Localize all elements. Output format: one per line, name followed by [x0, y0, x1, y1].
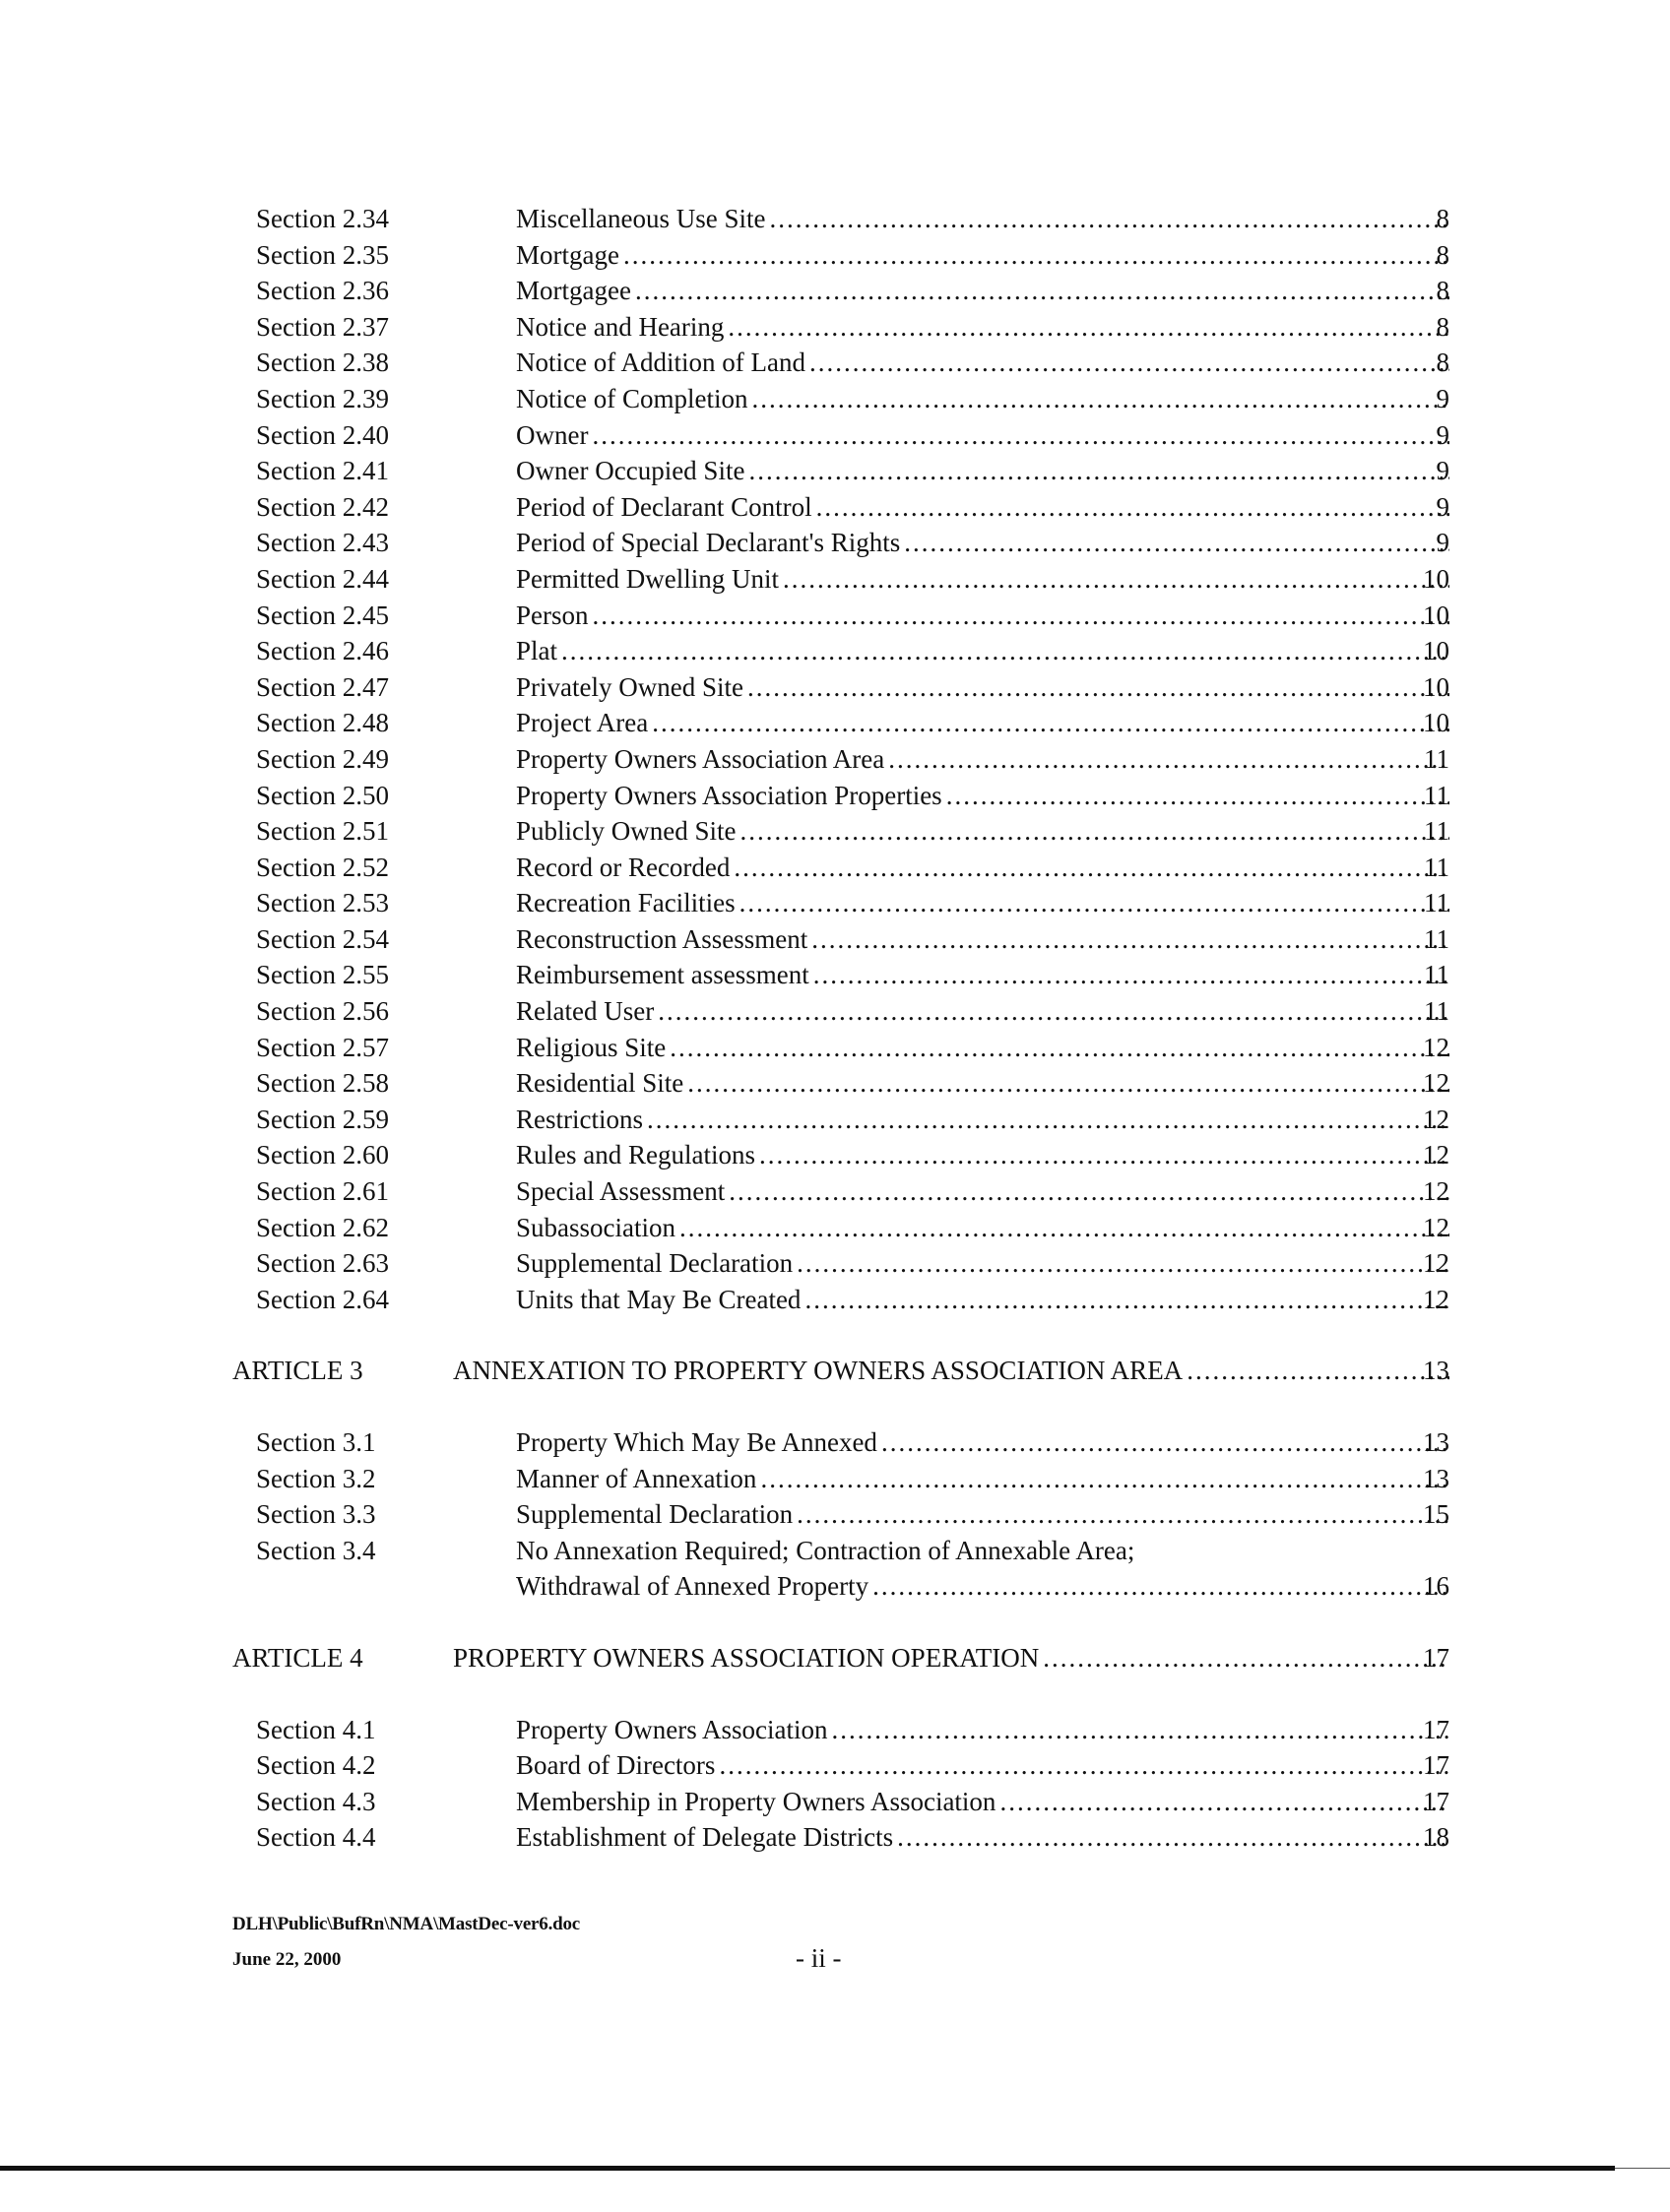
- leader-dots: [747, 669, 1449, 706]
- leader-dots: [872, 1568, 1449, 1605]
- leader-dots: [647, 1102, 1449, 1138]
- section-label: Section 2.40: [256, 419, 389, 450]
- leader-dots: [592, 417, 1449, 454]
- toc-row: [0, 1496, 1670, 1533]
- section-label: Section 2.44: [256, 563, 389, 594]
- section-label: Section 2.43: [256, 528, 389, 558]
- section-label: Section 2.60: [256, 1140, 389, 1170]
- leader-dots: [635, 273, 1449, 309]
- article-4-heading: [0, 1640, 1670, 1676]
- leader-dots: [904, 525, 1449, 561]
- section-label: Section 2.48: [256, 708, 389, 738]
- section-page: 9: [1436, 528, 1449, 558]
- section-label: Section 2.46: [256, 636, 389, 666]
- section-label: Section 2.42: [256, 491, 389, 522]
- toc-row: [0, 993, 1670, 1030]
- toc-row: [0, 669, 1670, 706]
- section-page: 16: [1423, 1571, 1449, 1602]
- toc-row: [0, 957, 1670, 993]
- toc-row: [0, 885, 1670, 921]
- section-label: Section 4.4: [256, 1822, 376, 1853]
- leader-dots: [719, 1747, 1449, 1784]
- article-label: ARTICLE 4: [232, 1642, 363, 1673]
- section-page: 12: [1423, 1284, 1449, 1314]
- section-title: Plat: [516, 636, 558, 666]
- section-page: 12: [1423, 1032, 1449, 1062]
- article-page: 17: [1423, 1642, 1449, 1673]
- toc-row: [0, 1102, 1670, 1138]
- article-title: PROPERTY OWNERS ASSOCIATION OPERATION: [453, 1642, 1040, 1673]
- section-title: Person: [516, 600, 589, 630]
- section-list-article-3: [0, 1424, 1670, 1533]
- leader-dots: [804, 1282, 1449, 1318]
- footer-date: June 22, 2000: [232, 1949, 342, 1970]
- toc-row: [0, 1173, 1670, 1210]
- leader-dots: [831, 1712, 1449, 1748]
- section-title: Notice and Hearing: [516, 311, 725, 342]
- section-label: Section 2.62: [256, 1212, 389, 1242]
- toc-row: [0, 309, 1670, 346]
- section-title: Reimbursement assessment: [516, 960, 809, 990]
- leader-dots: [797, 1496, 1449, 1533]
- section-title: Mortgagee: [516, 276, 631, 306]
- section-title: Owner Occupied Site: [516, 456, 745, 486]
- section-page: 8: [1436, 276, 1449, 306]
- section-title: Publicly Owned Site: [516, 816, 737, 847]
- leader-dots: [760, 1461, 1449, 1497]
- section-title: Miscellaneous Use Site: [516, 204, 766, 233]
- toc-row: [0, 778, 1670, 814]
- section-label: Section 2.47: [256, 671, 389, 702]
- section-page: 9: [1436, 491, 1449, 522]
- toc-row: [0, 1712, 1670, 1748]
- toc-row: [0, 345, 1670, 381]
- section-title: Notice of Addition of Land: [516, 348, 805, 378]
- section-label: Section 2.50: [256, 780, 389, 810]
- section-page: 13: [1423, 1463, 1449, 1493]
- section-page: 10: [1423, 636, 1449, 666]
- toc-row: [0, 921, 1670, 958]
- section-page: 8: [1436, 311, 1449, 342]
- leader-dots: [728, 309, 1449, 346]
- section-page: 13: [1423, 1427, 1449, 1457]
- section-page: 11: [1424, 996, 1449, 1027]
- leader-dots: [658, 993, 1449, 1030]
- section-title: Permitted Dwelling Unit: [516, 563, 779, 594]
- section-label: Section 2.36: [256, 276, 389, 306]
- leader-dots: [593, 598, 1450, 634]
- section-label: Section 2.54: [256, 923, 389, 954]
- section-page: 10: [1423, 708, 1449, 738]
- section-page: 11: [1424, 923, 1449, 954]
- section-label: Section 2.38: [256, 348, 389, 378]
- section-page: 8: [1436, 239, 1449, 270]
- section-title: Units that May Be Created: [516, 1284, 802, 1314]
- section-title: Recreation Facilities: [516, 888, 736, 918]
- toc-row: [0, 850, 1670, 886]
- toc-row: [0, 813, 1670, 850]
- section-title: Restrictions: [516, 1104, 643, 1134]
- toc-row: [0, 1819, 1670, 1856]
- leader-dots: [734, 850, 1449, 886]
- leader-dots: [999, 1784, 1449, 1820]
- section-page: 10: [1423, 563, 1449, 594]
- section-page: 12: [1423, 1068, 1449, 1099]
- toc-row: [0, 1137, 1670, 1173]
- toc-row: [0, 525, 1670, 561]
- section-title: Property Owners Association: [516, 1714, 828, 1744]
- leader-dots: [670, 1030, 1449, 1066]
- section-title: Property Owners Association Properties: [516, 780, 942, 810]
- section-label: Section 2.53: [256, 888, 389, 918]
- leader-dots: [897, 1819, 1449, 1856]
- section-title: Supplemental Declaration: [516, 1248, 794, 1279]
- leader-dots: [740, 813, 1450, 850]
- section-label: Section 2.34: [256, 204, 389, 233]
- article-page: 13: [1423, 1356, 1449, 1386]
- section-label: Section 2.39: [256, 383, 389, 413]
- toc-row: [0, 453, 1670, 489]
- section-title: Related User: [516, 996, 655, 1027]
- section-page: 17: [1423, 1714, 1449, 1744]
- section-label: Section 2.64: [256, 1284, 389, 1314]
- leader-dots: [769, 201, 1449, 237]
- toc-row: [0, 1210, 1670, 1246]
- leader-dots: [679, 1210, 1449, 1246]
- toc-row: [0, 741, 1670, 778]
- leader-dots: [748, 453, 1449, 489]
- section-title: Establishment of Delegate Districts: [516, 1822, 894, 1853]
- section-label: Section 2.57: [256, 1032, 389, 1062]
- toc-row: [0, 381, 1670, 417]
- section-page: 17: [1423, 1786, 1449, 1816]
- section-page: 11: [1424, 960, 1449, 990]
- leader-dots: [809, 345, 1449, 381]
- section-page: 8: [1436, 348, 1449, 378]
- section-page: 18: [1423, 1822, 1449, 1853]
- section-title: Religious Site: [516, 1032, 667, 1062]
- section-page: 9: [1436, 456, 1449, 486]
- toc-row-section-3-4-line1: [0, 1533, 1670, 1569]
- article-label: ARTICLE 3: [232, 1356, 363, 1386]
- leader-dots: [751, 381, 1449, 417]
- section-label: Section 4.2: [256, 1750, 376, 1781]
- toc-row: [0, 273, 1670, 309]
- section-title: Property Which May Be Annexed: [516, 1427, 877, 1457]
- toc-row: [0, 417, 1670, 454]
- section-label: Section 2.41: [256, 456, 389, 486]
- section-title-line1: No Annexation Required; Contraction of Annexable Area;: [516, 1535, 1135, 1565]
- section-title: Supplemental Declaration: [516, 1499, 794, 1530]
- section-page: 9: [1436, 419, 1449, 450]
- leader-dots: [729, 1173, 1449, 1210]
- section-page: 12: [1423, 1248, 1449, 1279]
- toc-row: [0, 1784, 1670, 1820]
- section-page: 11: [1424, 888, 1449, 918]
- section-label: Section 3.3: [256, 1499, 376, 1530]
- section-label: Section 2.37: [256, 311, 389, 342]
- section-label: Section 2.63: [256, 1248, 389, 1279]
- leader-dots: [759, 1137, 1449, 1173]
- article-title: ANNEXATION TO PROPERTY OWNERS ASSOCIATION AREA: [453, 1356, 1184, 1386]
- section-page: 12: [1423, 1212, 1449, 1242]
- section-title-line2: Withdrawal of Annexed Property: [516, 1571, 869, 1602]
- footer-file-path: DLH\Public\BufRn\NMA\MastDec-ver6.doc: [232, 1914, 581, 1934]
- section-page: 12: [1423, 1104, 1449, 1134]
- section-page: 12: [1423, 1140, 1449, 1170]
- section-page: 10: [1423, 600, 1449, 630]
- section-page: 10: [1423, 671, 1449, 702]
- toc-row: [0, 489, 1670, 526]
- leader-dots: [816, 489, 1449, 526]
- toc-row: [0, 561, 1670, 598]
- toc-row: [0, 1245, 1670, 1282]
- section-title: Period of Special Declarant's Rights: [516, 528, 901, 558]
- toc-row: [0, 1461, 1670, 1497]
- section-title: Owner: [516, 419, 589, 450]
- article-3-heading: [0, 1353, 1670, 1389]
- section-page: 11: [1424, 743, 1449, 774]
- section-page: 9: [1436, 383, 1449, 413]
- section-title: Period of Declarant Control: [516, 491, 812, 522]
- section-label: Section 2.58: [256, 1068, 389, 1099]
- section-page: 11: [1424, 816, 1449, 847]
- leader-dots: [813, 957, 1449, 993]
- toc-row: [0, 633, 1670, 669]
- toc-row: [0, 1424, 1670, 1461]
- leader-dots: [1043, 1640, 1449, 1676]
- section-title: Board of Directors: [516, 1750, 716, 1781]
- section-label: Section 4.1: [256, 1714, 376, 1744]
- section-label: Section 2.56: [256, 996, 389, 1027]
- section-label: Section 2.51: [256, 816, 389, 847]
- section-label: Section 2.55: [256, 960, 389, 990]
- section-page: 11: [1424, 852, 1449, 882]
- leader-dots: [739, 885, 1449, 921]
- section-page: 15: [1423, 1499, 1449, 1530]
- section-title: Subassociation: [516, 1212, 675, 1242]
- leader-dots: [687, 1065, 1449, 1102]
- footer-page-number: - ii -: [796, 1943, 842, 1973]
- leader-dots: [811, 921, 1449, 958]
- section-label: Section 2.59: [256, 1104, 389, 1134]
- section-title: Property Owners Association Area: [516, 743, 885, 774]
- leader-dots: [561, 633, 1449, 669]
- leader-dots: [652, 705, 1449, 741]
- section-label: Section 2.61: [256, 1176, 389, 1207]
- toc-row: [0, 237, 1670, 274]
- section-label: Section 2.45: [256, 600, 389, 630]
- section-title: Project Area: [516, 708, 649, 738]
- section-title: Reconstruction Assessment: [516, 923, 808, 954]
- section-label: Section 2.52: [256, 852, 389, 882]
- toc-row: [0, 598, 1670, 634]
- toc-row: [0, 201, 1670, 237]
- toc-row: [0, 1282, 1670, 1318]
- section-page: 12: [1423, 1176, 1449, 1207]
- section-label: Section 2.35: [256, 239, 389, 270]
- bottom-rule: [0, 2166, 1615, 2171]
- toc-row: [0, 1747, 1670, 1784]
- section-page: 17: [1423, 1750, 1449, 1781]
- section-list-article-2: [0, 201, 1670, 1317]
- leader-dots: [888, 741, 1449, 778]
- leader-dots: [623, 237, 1449, 274]
- section-title: Rules and Regulations: [516, 1140, 755, 1170]
- bottom-rule-tail: [1615, 2168, 1670, 2169]
- table-of-contents: [0, 201, 1670, 1856]
- section-label: Section 3.4: [256, 1535, 376, 1565]
- section-title: Residential Site: [516, 1068, 684, 1099]
- leader-dots: [881, 1424, 1449, 1461]
- toc-row-section-3-4-line2: [0, 1568, 1670, 1605]
- toc-row: [0, 1030, 1670, 1066]
- section-label: Section 3.1: [256, 1427, 376, 1457]
- section-label: Section 2.49: [256, 743, 389, 774]
- leader-dots: [946, 778, 1449, 814]
- section-label: Section 4.3: [256, 1786, 376, 1816]
- leader-dots: [1187, 1353, 1449, 1389]
- section-title: Manner of Annexation: [516, 1463, 757, 1493]
- toc-row: [0, 1065, 1670, 1102]
- leader-dots: [783, 561, 1449, 598]
- section-title: Special Assessment: [516, 1176, 726, 1207]
- leader-dots: [797, 1245, 1449, 1282]
- section-title: Privately Owned Site: [516, 671, 743, 702]
- section-title: Notice of Completion: [516, 383, 748, 413]
- section-page: 11: [1424, 780, 1449, 810]
- section-title: Record or Recorded: [516, 852, 731, 882]
- section-list-article-4: [0, 1712, 1670, 1856]
- section-title: Mortgage: [516, 239, 619, 270]
- toc-row: [0, 705, 1670, 741]
- section-page: 8: [1436, 204, 1449, 233]
- section-label: Section 3.2: [256, 1463, 376, 1493]
- section-title: Membership in Property Owners Association: [516, 1786, 996, 1816]
